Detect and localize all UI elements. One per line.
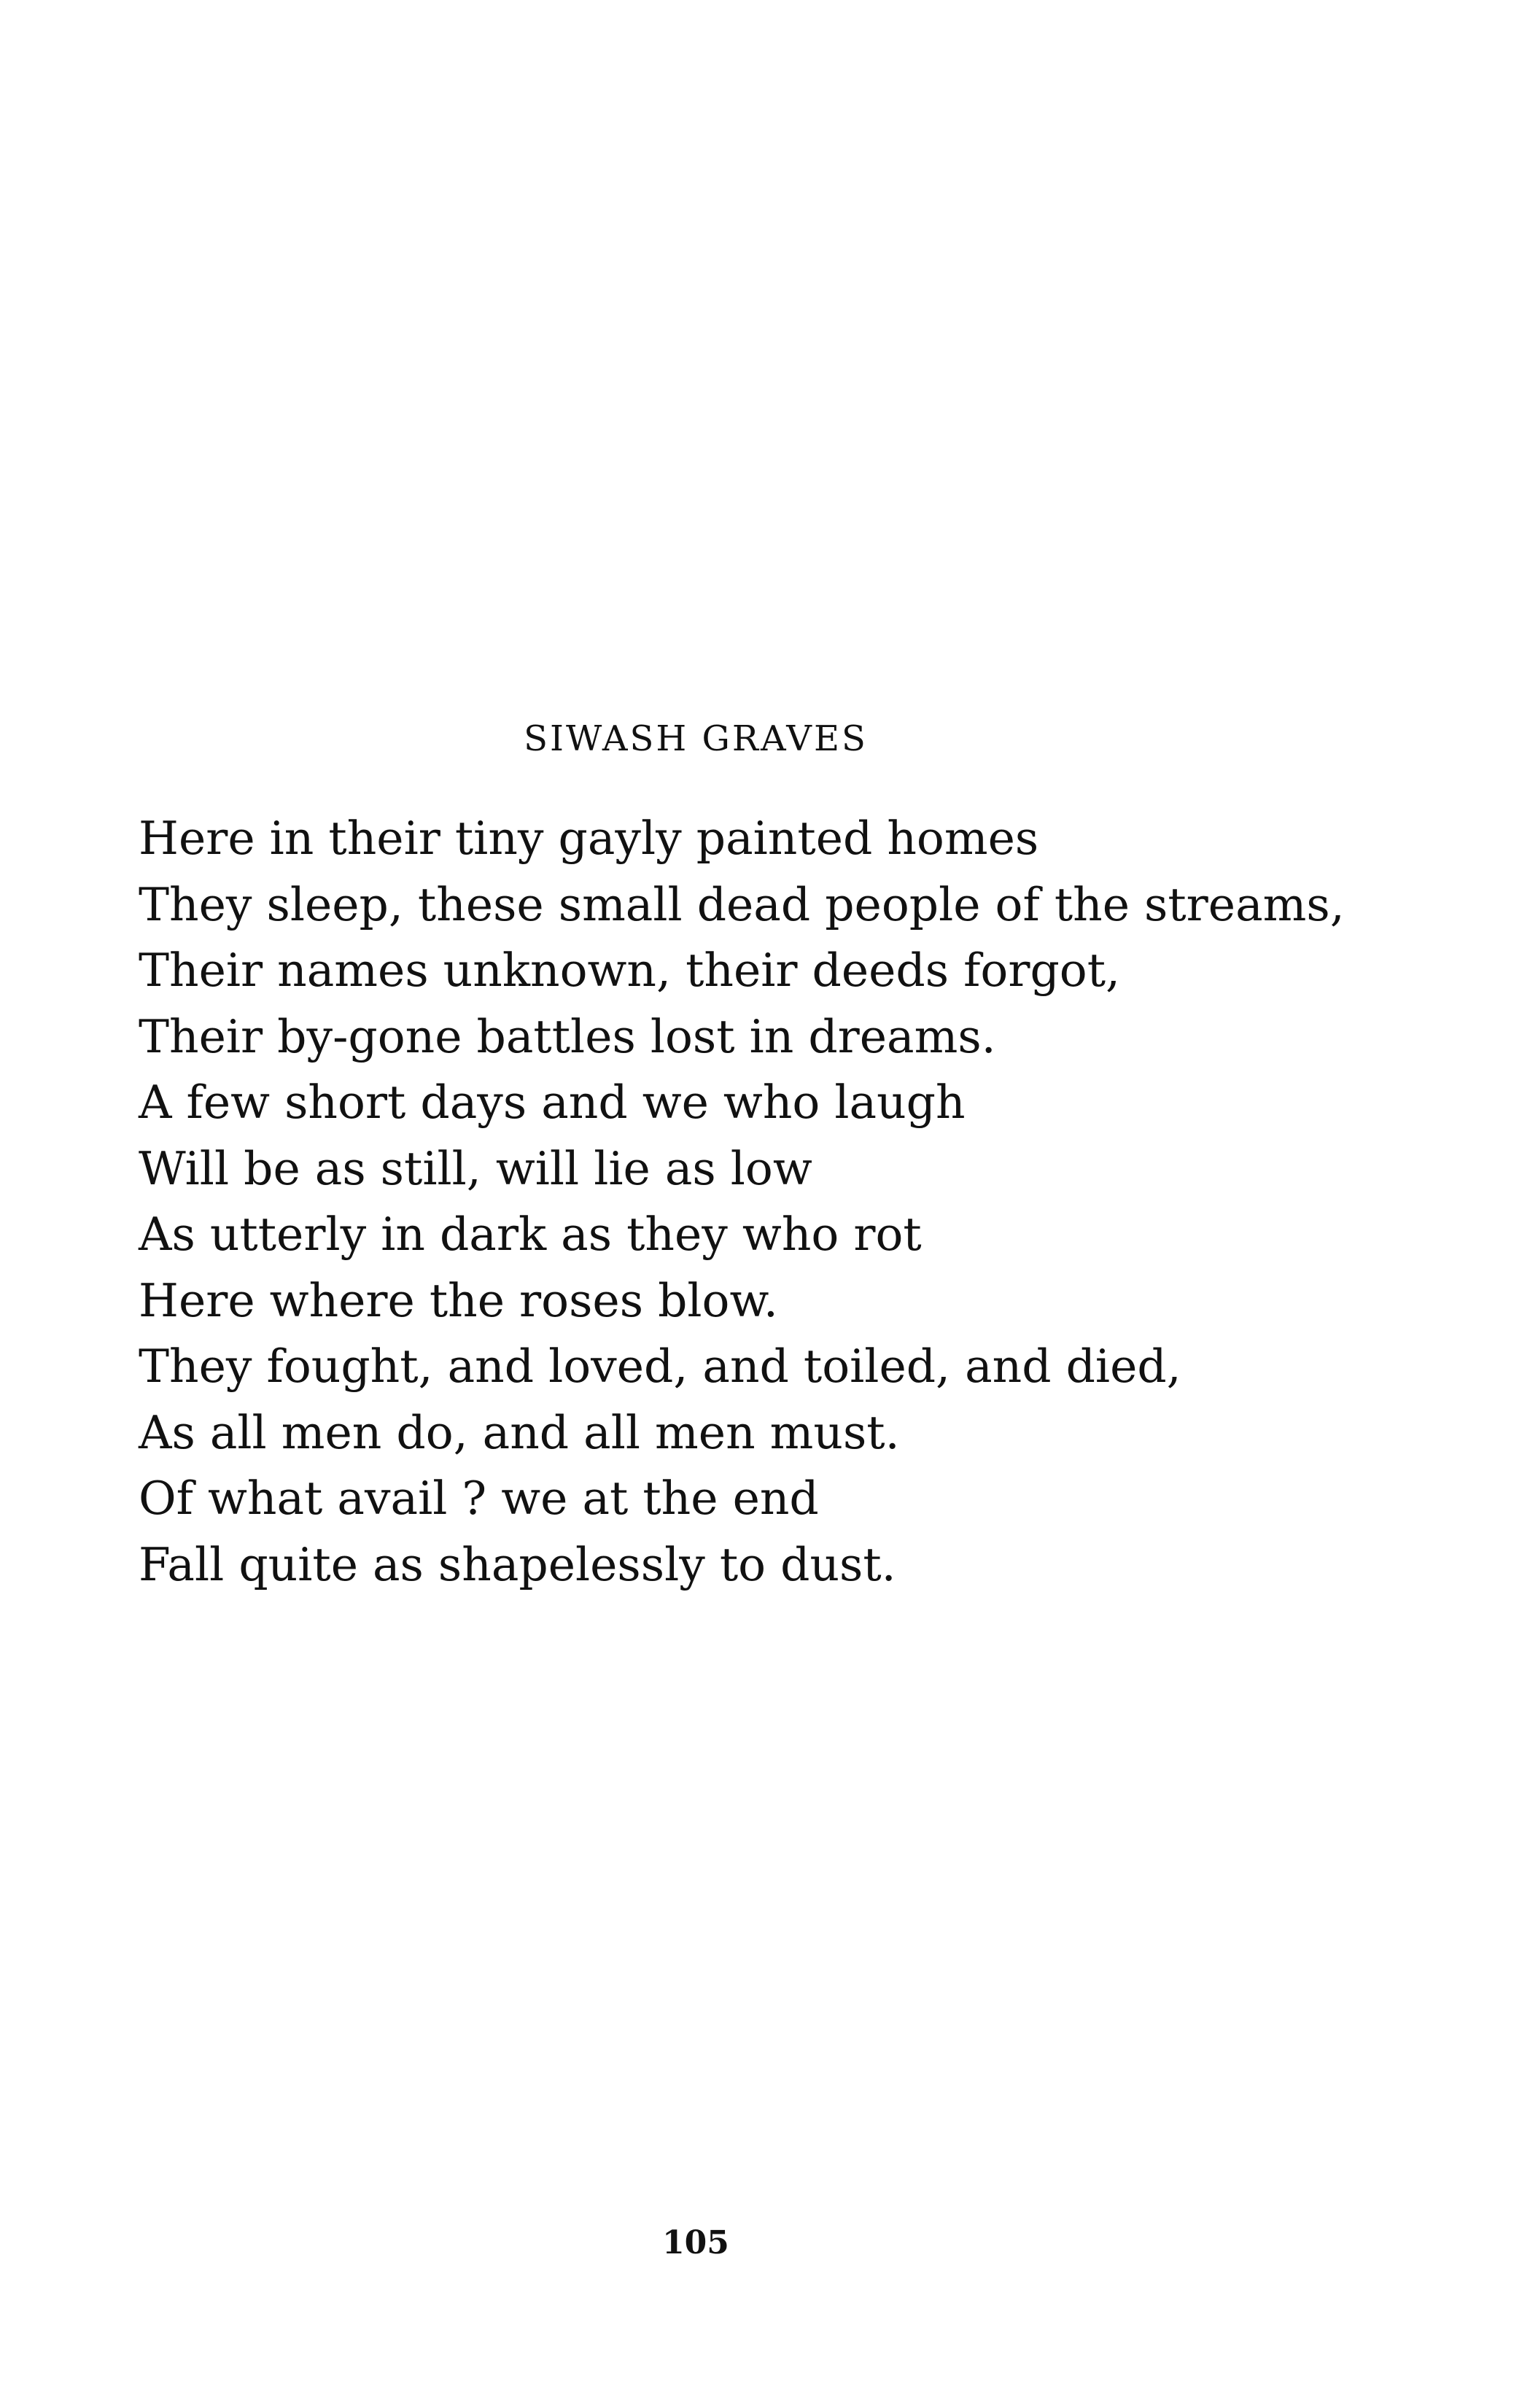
- poem-title: SIWASH GRAVES: [524, 718, 868, 759]
- poem-line: As all men do, and all men must.: [139, 1405, 900, 1459]
- poem-line: Will be as still, will lie as low: [139, 1141, 812, 1195]
- poem-line: A few short days and we who laugh: [139, 1076, 966, 1129]
- poem-line: Of what avail ? we at the end: [139, 1472, 819, 1525]
- poem-line: Fall quite as shapelessly to dust.: [139, 1537, 896, 1591]
- page-number: 105: [662, 2224, 729, 2261]
- poem-line: They fought, and loved, and toiled, and died,: [139, 1340, 1181, 1393]
- poem-line: Here where the roses blow.: [139, 1273, 778, 1327]
- poem-line: Here in their tiny gayly painted homes: [139, 812, 1039, 865]
- poem-line: They sleep, these small dead people of the streams,: [139, 877, 1345, 931]
- poem-line: Their by-gone battles lost in dreams.: [139, 1009, 996, 1063]
- poem-line: Their names unknown, their deeds forgot,: [139, 944, 1121, 997]
- poem-line: As utterly in dark as they who rot: [139, 1208, 922, 1261]
- poem-body: [139, 806, 1378, 1598]
